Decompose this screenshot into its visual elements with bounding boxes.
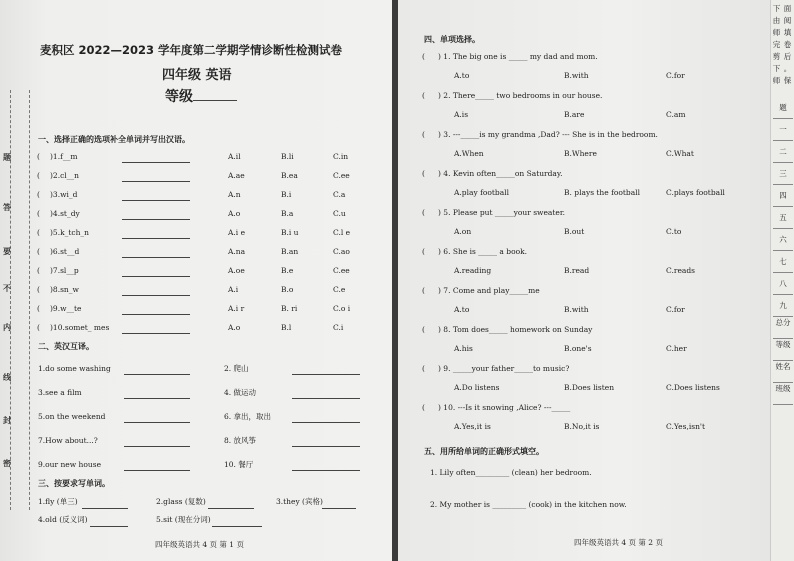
option-a[interactable]: A.Yes,it is: [454, 422, 491, 431]
question-text: ) 8. Tom does_____ homework on Sunday: [438, 325, 593, 334]
answer-paren[interactable]: (: [422, 403, 425, 412]
spelling-word: )9.w__te: [50, 304, 82, 313]
translate-cn-item: 6. 拿出，取出: [224, 412, 272, 421]
fill-item-1[interactable]: 1. Lily often_________ (clean) her bedroom.: [430, 468, 592, 477]
translate-cn-item: 8. 放风筝: [224, 436, 257, 445]
answer-paren-open: (: [37, 190, 40, 199]
strip-note-char: 由: [772, 16, 781, 25]
translate-cn-item: 4. 做运动: [224, 388, 257, 397]
option-c[interactable]: C.for: [666, 71, 685, 80]
binding-char: 内: [3, 323, 11, 332]
score-cell-label: 九: [773, 296, 793, 317]
answer-paren-open: (: [37, 304, 40, 313]
binding-char: 不: [3, 284, 11, 293]
option-a[interactable]: A.n: [228, 190, 241, 199]
option-c[interactable]: C.am: [666, 110, 686, 119]
word-form-blank[interactable]: [322, 501, 356, 509]
spelling-word: )7.sl__p: [50, 266, 79, 275]
section3-heading: 三、按要求写单词。: [38, 479, 110, 488]
score-cell-label: 等级: [773, 340, 793, 361]
translate-blank[interactable]: [292, 415, 360, 423]
option-a[interactable]: A.on: [454, 227, 472, 236]
strip-note-char: 下: [772, 4, 781, 13]
option-c[interactable]: C.e: [333, 285, 346, 294]
option-c[interactable]: C.plays football: [666, 188, 725, 197]
strip-note-char: 卷: [783, 40, 792, 49]
option-c[interactable]: C.i: [333, 323, 344, 332]
option-c[interactable]: C.Yes,isn't: [666, 422, 705, 431]
answer-paren[interactable]: (: [422, 286, 425, 295]
option-c[interactable]: C.to: [666, 227, 682, 236]
fill-item-2[interactable]: 2. My mother is _________ (cook) in the kitchen now.: [430, 500, 627, 509]
option-a[interactable]: A.his: [454, 344, 473, 353]
page2-footer: 四年级英语共 4 页 第 2 页: [574, 538, 663, 547]
answer-paren-open: (: [37, 266, 40, 275]
option-b[interactable]: B.out: [564, 227, 585, 236]
option-a[interactable]: A.i e: [228, 228, 246, 237]
translate-blank[interactable]: [124, 415, 190, 423]
option-b[interactable]: B.li: [281, 152, 294, 161]
spelling-word: )4.st_dy: [50, 209, 80, 218]
strip-note-char: 后: [783, 52, 792, 61]
binding-char: 密: [3, 459, 11, 468]
exam-page-1: [0, 0, 392, 561]
answer-paren[interactable]: (: [422, 130, 425, 139]
chinese-answer-blank[interactable]: [122, 269, 190, 277]
answer-paren[interactable]: (: [422, 91, 425, 100]
translate-blank[interactable]: [292, 463, 360, 471]
option-a[interactable]: A.play football: [454, 188, 509, 197]
chinese-answer-blank[interactable]: [122, 326, 190, 334]
answer-paren-open: (: [37, 228, 40, 237]
option-b[interactable]: B.with: [564, 71, 589, 80]
word-form-item: 2.glass (复数): [156, 497, 206, 506]
answer-paren[interactable]: (: [422, 208, 425, 217]
option-c[interactable]: C.u: [333, 209, 346, 218]
answer-paren[interactable]: (: [422, 52, 425, 61]
spelling-word: )6.st__d: [50, 247, 80, 256]
option-b[interactable]: B.a: [281, 209, 294, 218]
score-cell-label: 姓名: [773, 362, 793, 383]
question-text: ) 7. Come and play_____me: [438, 286, 540, 295]
option-b[interactable]: B. plays the football: [564, 188, 640, 197]
score-cell-label: 三: [773, 164, 793, 185]
translate-cn-item: 2. 爬山: [224, 364, 249, 373]
option-a[interactable]: A.il: [228, 152, 241, 161]
option-a[interactable]: A.When: [454, 149, 484, 158]
chinese-answer-blank[interactable]: [122, 231, 190, 239]
option-b[interactable]: B.e: [281, 266, 294, 275]
strip-note-char: 师: [772, 28, 781, 37]
spelling-word: )10.somet_ mes: [50, 323, 110, 332]
option-b[interactable]: B.one's: [564, 344, 592, 353]
option-b[interactable]: B.Does listen: [564, 383, 615, 392]
strip-note-char: 下: [772, 64, 781, 73]
score-cell-label: 班级: [773, 384, 793, 405]
option-c[interactable]: C.ee: [333, 171, 350, 180]
option-c[interactable]: C.What: [666, 149, 694, 158]
option-b[interactable]: B.read: [564, 266, 590, 275]
answer-paren[interactable]: (: [422, 247, 425, 256]
binding-char: 答: [3, 203, 11, 212]
option-c[interactable]: C.reads: [666, 266, 696, 275]
option-c[interactable]: C.ao: [333, 247, 350, 256]
spelling-word: )3.wi_d: [50, 190, 78, 199]
question-text: ) 10. ---Is it snowing ,Alice? ---_____: [438, 403, 571, 412]
score-cell-label: 五: [773, 208, 793, 229]
spelling-word: )1.f__m: [50, 152, 78, 161]
binding-char: 线: [3, 373, 11, 382]
answer-paren[interactable]: (: [422, 169, 425, 178]
binding-char: 要: [3, 247, 11, 256]
translate-en-item: 3.see a film: [38, 388, 82, 397]
section4-heading: 四、单项选择。: [424, 35, 480, 44]
strip-note-char: 面: [783, 4, 792, 13]
option-a[interactable]: A.o: [228, 323, 241, 332]
chinese-answer-blank[interactable]: [122, 193, 190, 201]
section2-heading: 二、英汉互译。: [38, 342, 94, 351]
option-c[interactable]: C.her: [666, 344, 687, 353]
option-b[interactable]: B. ri: [281, 304, 298, 313]
score-cell-label: 二: [773, 142, 793, 163]
word-form-blank[interactable]: [90, 519, 128, 527]
translate-blank[interactable]: [124, 439, 190, 447]
answer-paren[interactable]: (: [422, 325, 425, 334]
option-c[interactable]: C.Does listens: [666, 383, 720, 392]
answer-paren-open: (: [37, 285, 40, 294]
answer-paren-open: (: [37, 152, 40, 161]
option-a[interactable]: A.i: [228, 285, 239, 294]
score-cell-label: 一: [773, 120, 793, 141]
translate-blank[interactable]: [292, 439, 360, 447]
question-text: ) 9. _____your father_____to music?: [438, 364, 570, 373]
option-b[interactable]: B.i u: [281, 228, 299, 237]
translate-blank[interactable]: [124, 367, 190, 375]
translate-en-item: 9.our new house: [38, 460, 102, 469]
spelling-word: )2.cl__n: [50, 171, 80, 180]
strip-note-char: 填: [783, 28, 792, 37]
option-b[interactable]: B.o: [281, 285, 294, 294]
binding-char: 题: [3, 153, 11, 162]
option-a[interactable]: A.na: [228, 247, 246, 256]
option-a[interactable]: A.oe: [228, 266, 245, 275]
translate-blank[interactable]: [124, 463, 190, 471]
binding-margin: [10, 90, 30, 510]
score-cell-label: 七: [773, 252, 793, 273]
translate-cn-item: 10. 餐厅: [224, 460, 254, 469]
binding-char: 封: [3, 416, 11, 425]
strip-note-char: 阅: [783, 16, 792, 25]
option-a[interactable]: A.Do listens: [454, 383, 500, 392]
option-a[interactable]: A.to: [454, 305, 470, 314]
strip-note-char: 剪: [772, 52, 781, 61]
chinese-answer-blank[interactable]: [122, 288, 190, 296]
answer-paren[interactable]: (: [422, 364, 425, 373]
score-cell-label: 八: [773, 274, 793, 295]
spelling-word: )8.sn_w: [50, 285, 79, 294]
option-b[interactable]: B.No,it is: [564, 422, 600, 431]
option-c[interactable]: C.o i: [333, 304, 351, 313]
word-form-blank[interactable]: [208, 501, 254, 509]
option-c[interactable]: C.ee: [333, 266, 350, 275]
translate-blank[interactable]: [292, 391, 360, 399]
strip-note-char: 保: [783, 76, 792, 85]
score-cell-label: 四: [773, 186, 793, 207]
question-text: ) 4. Kevin often_____on Saturday.: [438, 169, 563, 178]
option-b[interactable]: B.l: [281, 323, 292, 332]
word-form-blank[interactable]: [212, 519, 262, 527]
translate-blank[interactable]: [124, 391, 190, 399]
answer-paren-open: (: [37, 323, 40, 332]
section5-heading: 五、用所给单词的正确形式填空。: [424, 447, 544, 456]
score-cell-label: 题: [773, 98, 793, 119]
exam-page-2: [398, 0, 770, 561]
score-cell-label: 六: [773, 230, 793, 251]
option-b[interactable]: B.are: [564, 110, 585, 119]
option-c[interactable]: C.l e: [333, 228, 351, 237]
chinese-answer-blank[interactable]: [122, 174, 190, 182]
translate-en-item: 5.on the weekend: [38, 412, 106, 421]
answer-paren-open: (: [37, 209, 40, 218]
word-form-item: 5.sit (现在分词): [156, 515, 211, 524]
answer-paren-open: (: [37, 247, 40, 256]
page1-footer: 四年级英语共 4 页 第 1 页: [155, 540, 244, 549]
question-text: ) 5. Please put _____your sweater.: [438, 208, 565, 217]
option-b[interactable]: B.with: [564, 305, 589, 314]
score-strip: [770, 0, 794, 561]
word-form-item: 1.fly (单三): [38, 497, 78, 506]
answer-paren-open: (: [37, 171, 40, 180]
question-text: ) 2. There_____ two bedrooms in our house.: [438, 91, 603, 100]
spelling-word: )5.k_tch_n: [50, 228, 90, 237]
section1-heading: 一、选择正确的选项补全单词并写出汉语。: [38, 135, 190, 144]
grade-field[interactable]: [165, 86, 237, 106]
exam-subject: 四年级 英语: [162, 68, 232, 83]
word-form-item: 4.old (反义词): [38, 515, 88, 524]
chinese-answer-blank[interactable]: [122, 155, 190, 163]
score-cell-label: 总分: [773, 318, 793, 339]
option-c[interactable]: C.in: [333, 152, 349, 161]
grade-blank[interactable]: [193, 100, 237, 101]
translate-en-item: 1.do some washing: [38, 364, 111, 373]
option-b[interactable]: B.i: [281, 190, 292, 199]
question-text: ) 1. The big one is _____ my dad and mom.: [438, 52, 598, 61]
chinese-answer-blank[interactable]: [122, 212, 190, 220]
grade-label: 等级: [165, 89, 193, 105]
translate-blank[interactable]: [292, 367, 360, 375]
option-a[interactable]: A.ae: [228, 171, 245, 180]
option-a[interactable]: A.to: [454, 71, 470, 80]
option-a[interactable]: A.reading: [454, 266, 492, 275]
option-c[interactable]: C.a: [333, 190, 346, 199]
option-b[interactable]: B.ea: [281, 171, 298, 180]
word-form-blank[interactable]: [82, 501, 128, 509]
option-c[interactable]: C.for: [666, 305, 685, 314]
option-a[interactable]: A.is: [454, 110, 469, 119]
chinese-answer-blank[interactable]: [122, 307, 190, 315]
chinese-answer-blank[interactable]: [122, 250, 190, 258]
translate-en-item: 7.How about...?: [38, 436, 98, 445]
strip-note-char: 师: [772, 76, 781, 85]
option-b[interactable]: B.Where: [564, 149, 597, 158]
question-text: ) 3. ---_____is my grandma ,Dad? --- She is in the bedroom.: [438, 130, 658, 139]
option-b[interactable]: B.an: [281, 247, 299, 256]
question-text: ) 6. She is _____ a book.: [438, 247, 528, 256]
word-form-item: 3.they (宾格): [276, 497, 323, 506]
strip-note-char: 。: [783, 64, 792, 73]
option-a[interactable]: A.i r: [228, 304, 245, 313]
exam-title: 麦积区 2022—2023 学年度第二学期学情诊断性检测试卷: [40, 43, 343, 57]
strip-note-char: 完: [772, 40, 781, 49]
option-a[interactable]: A.o: [228, 209, 241, 218]
